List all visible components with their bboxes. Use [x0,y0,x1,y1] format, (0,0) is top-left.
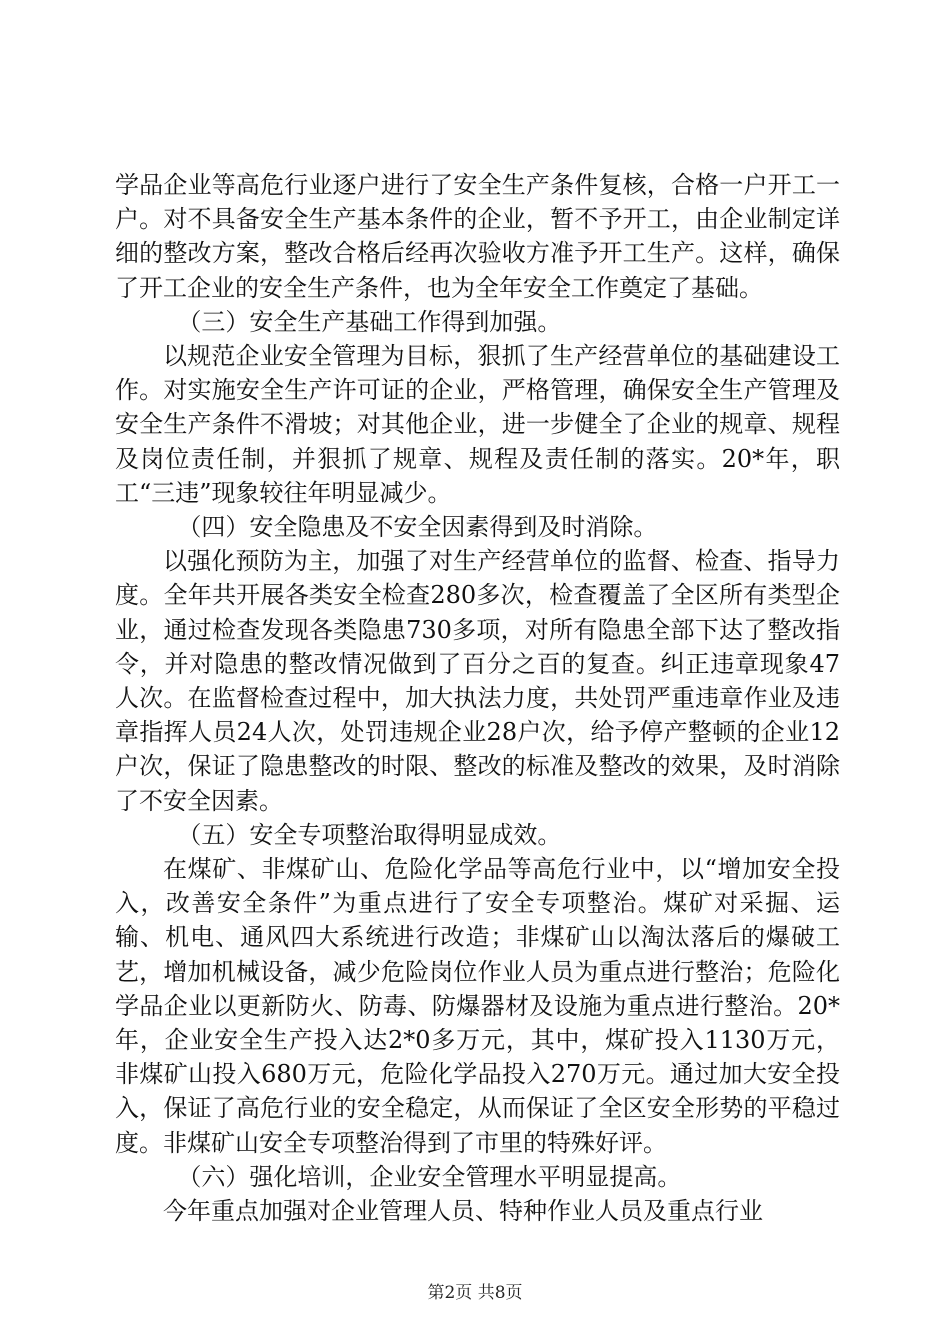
paragraph: 以强化预防为主，加强了对生产经营单位的监督、检查、指导力度。全年共开展各类安全检查280多次，检查覆盖了全区所有类型企业，通过检查发现各类隐患730多项，对所有隐患全部下达了整改指令，并对隐患的整改情况做到了百分之百的复查。纠正违章现象47人次。在监督检查过程中，加大执法力度，共处罚严重违章作业及违章指挥人员24人次，处罚违规企业28户次，给予停产整顿的企业12户次，保证了隐患整改的时限、整改的标准及整改的效果，及时消除了不安全因素。 [115,547,840,815]
page-footer: 第2页 共8页 [427,1283,523,1303]
section-heading-5: （五）安全专项整治取得明显成效。 [177,820,562,849]
paragraph: 以规范企业安全管理为目标，狠抓了生产经营单位的基础建设工作。对实施安全生产许可证的企业，严格管理，确保安全生产管理及安全生产条件不滑坡；对其他企业，进一步健全了企业的规章、规程及岗位责任制，并狠抓了规章、规程及责任制的落实。20*年，职工“三违”现象较往年明显减少。 [115,342,840,507]
paragraph: 今年重点加强对企业管理人员、特种作业人员及重点行业 [163,1197,763,1226]
paragraph: 在煤矿、非煤矿山、危险化学品等高危行业中，以“增加安全投入，改善安全条件”为重点进行了安全专项整治。煤矿对采掘、运输、机电、通风四大系统进行改造；非煤矿山以淘汰落后的爆破工艺，增加机械设备，减少危险岗位作业人员为重点进行整治；危险化学品企业以更新防火、防毒、防爆器材及设施为重点进行整治。20*年，企业安全生产投入达2*0多万元，其中，煤矿投入1130万元，非煤矿山投入680万元，危险化学品投入270万元。通过加大安全投入，保证了高危行业的安全稳定，从而保证了全区安全形势的平稳过度。非煤矿山安全专项整治得到了市里的特殊好评。 [115,855,840,1157]
section-heading-3: （三）安全生产基础工作得到加强。 [177,307,562,336]
document-body [115,168,840,1228]
section-heading-4: （四）安全隐患及不安全因素得到及时消除。 [177,513,658,542]
paragraph: 学品企业等高危行业逐户进行了安全生产条件复核，合格一户开工一户。对不具备安全生产基本条件的企业，暂不予开工，由企业制定详细的整改方案，整改合格后经再次验收方准予开工生产。这样，确保了开工企业的安全生产条件，也为全年安全工作奠定了基础。 [115,171,840,302]
section-heading-6: （六）强化培训，企业安全管理水平明显提高。 [177,1162,682,1191]
